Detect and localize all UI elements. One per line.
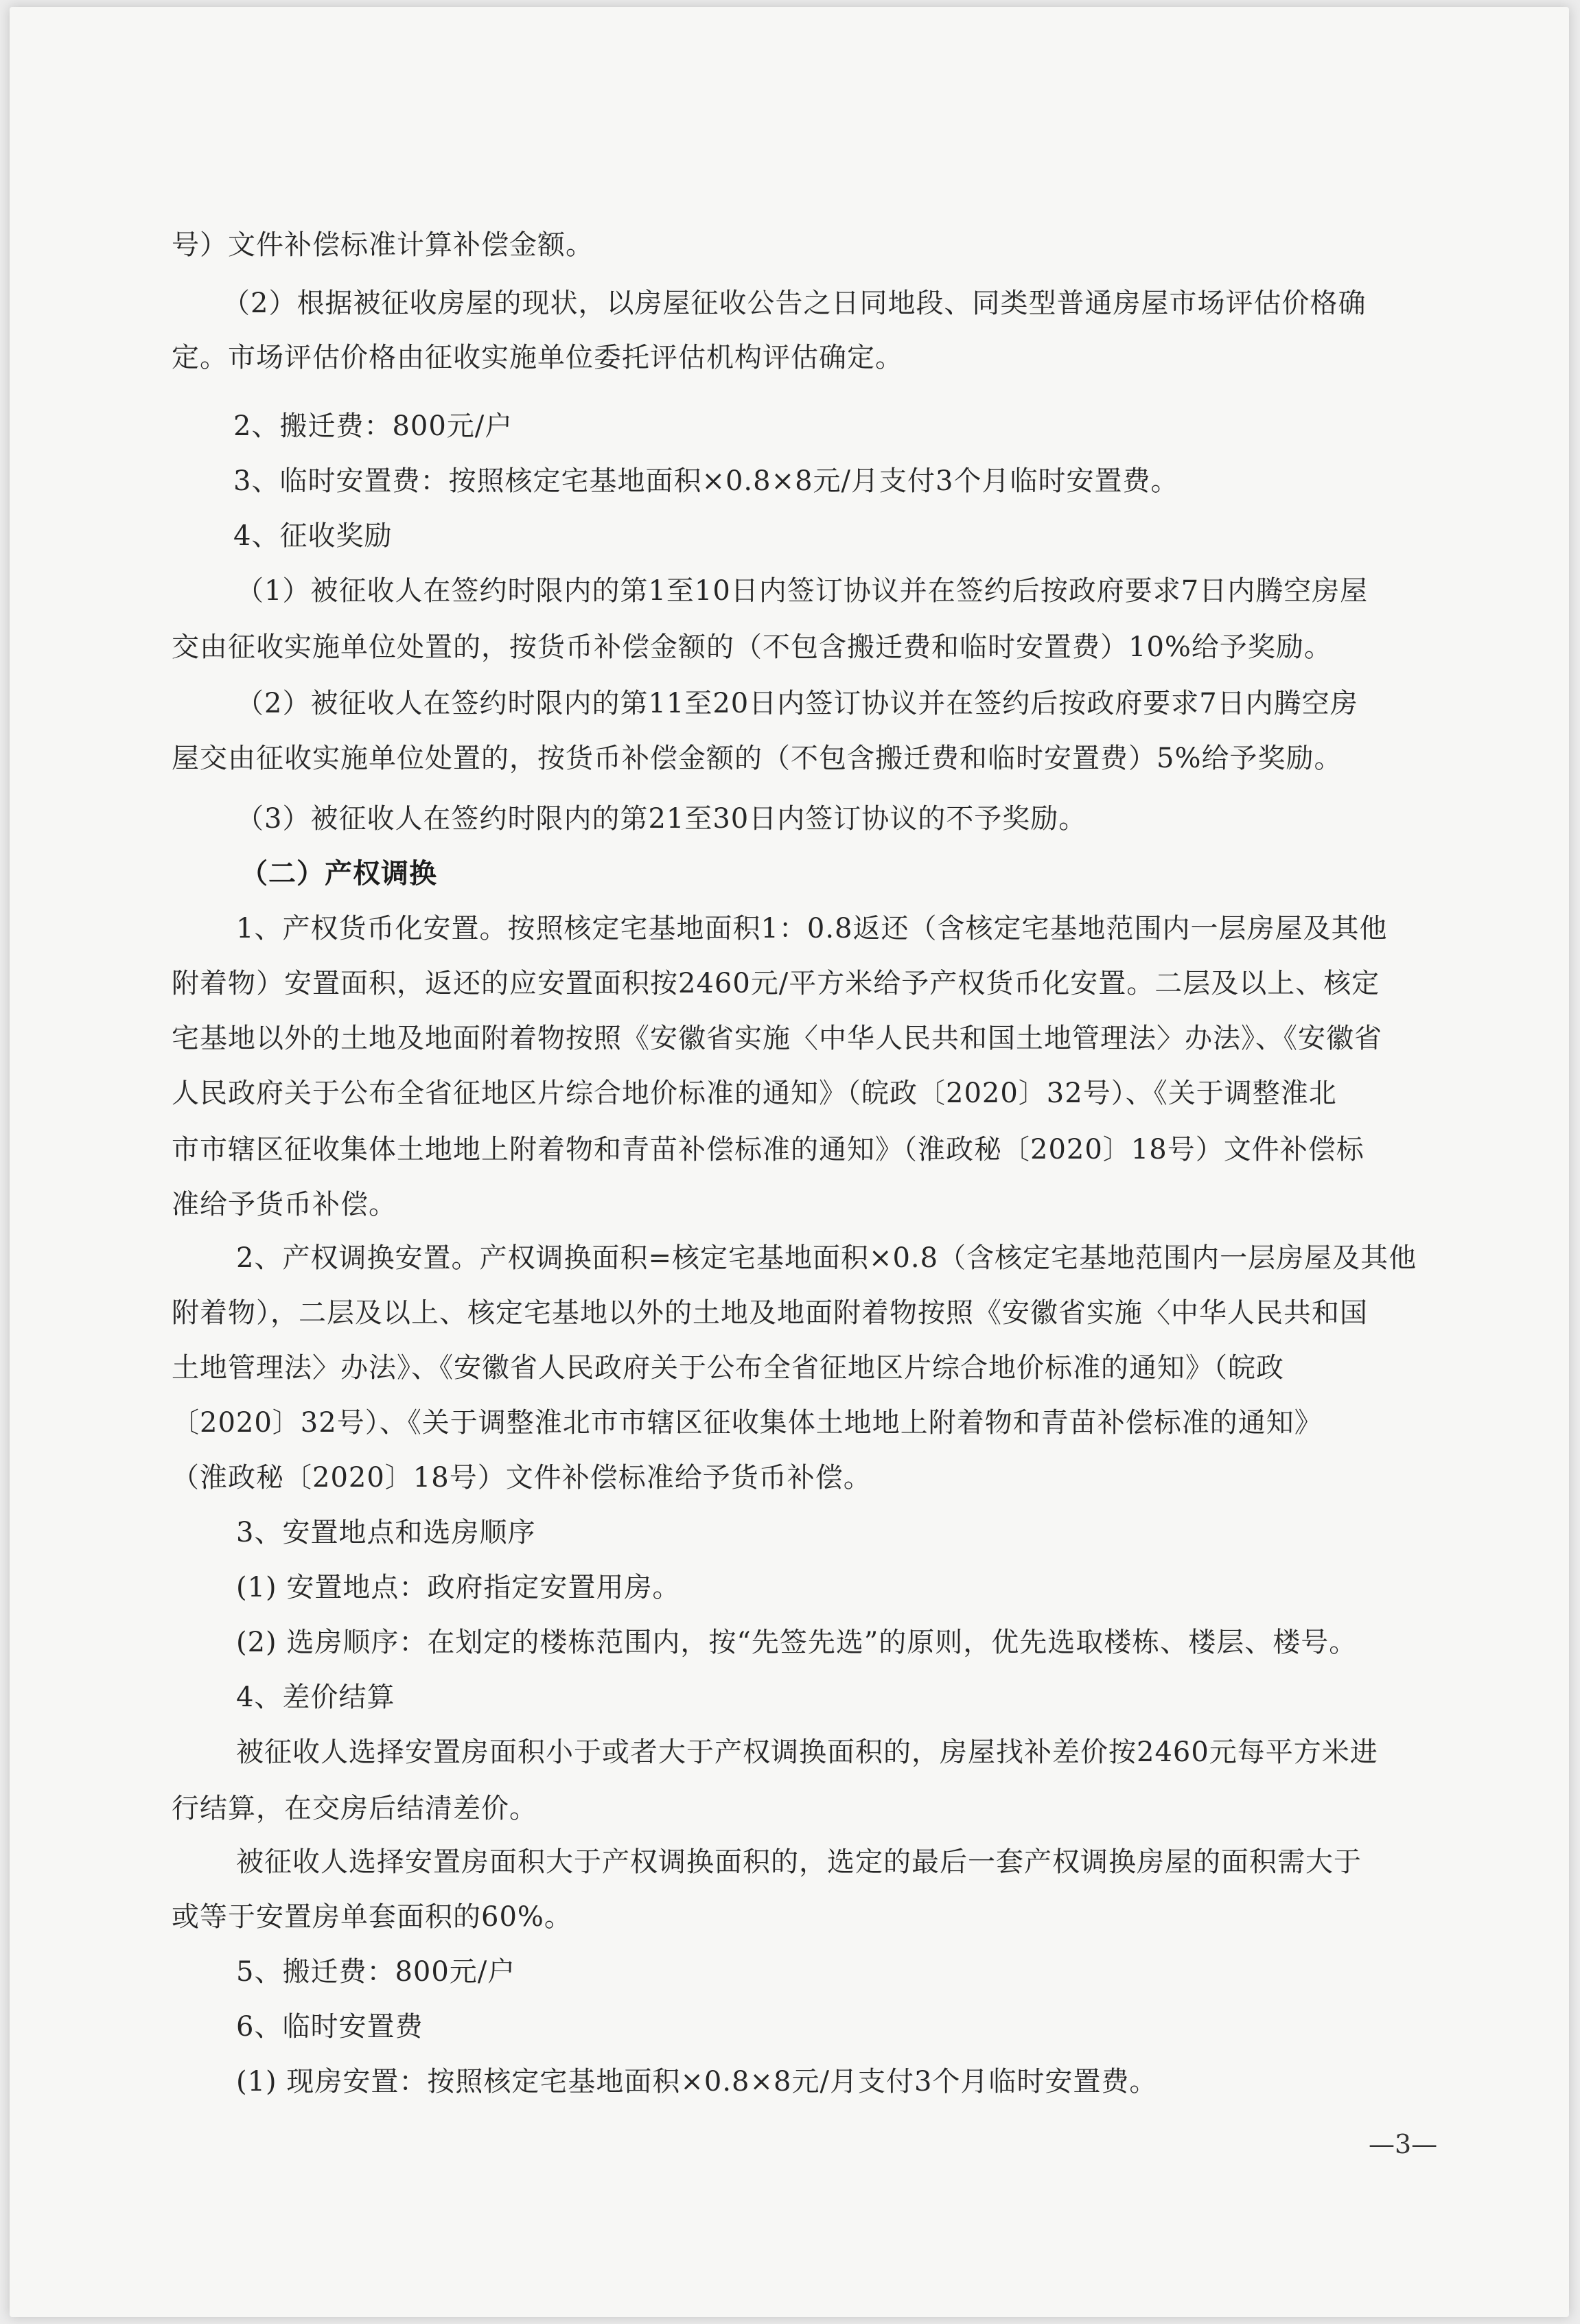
text-line: 4、征收奖励 <box>233 520 393 552</box>
text-line: 宅基地以外的土地及地面附着物按照《安徽省实施〈中华人民共和国土地管理法〉办法》、《安徽省 <box>172 1023 1382 1054</box>
text-line: 附着物），二层及以上、核定宅基地以外的土地及地面附着物按照《安徽省实施〈中华人民共和国 <box>172 1297 1368 1329</box>
text-line: 准给予货币补偿。 <box>172 1189 397 1220</box>
text-line: （2）被征收人在签约时限内的第11至20日内签订协议并在签约后按政府要求7日内腾空房 <box>236 688 1358 719</box>
section-heading: （二）产权调换 <box>240 857 437 890</box>
text-line: 交由征收实施单位处置的，按货币补偿金额的（不包含搬迁费和临时安置费）10%给予奖励。 <box>172 631 1332 663</box>
text-line: 1、产权货币化安置。按照核定宅基地面积1：0.8返还（含核定宅基地范围内一层房屋及其他 <box>236 913 1388 944</box>
text-line: （2）根据被征收房屋的现状，以房屋征收公告之日同地段、同类型普通房屋市场评估价格确 <box>222 288 1367 319</box>
text-line: 〔2020〕32号）、《关于调整淮北市市辖区征收集体土地地上附着物和青苗补偿标准的通知》 <box>172 1407 1323 1439</box>
text-line: 屋交由征收实施单位处置的，按货币补偿金额的（不包含搬迁费和临时安置费）5%给予奖励。 <box>172 743 1343 774</box>
text-line: 附着物）安置面积，返还的应安置面积按2460元/平方米给予产权货币化安置。二层及以上、核定 <box>172 968 1380 999</box>
text-line: (1) 安置地点：政府指定安置用房。 <box>236 1572 681 1603</box>
text-line: 4、差价结算 <box>236 1682 395 1713</box>
text-line: 3、临时安置费：按照核定宅基地面积×0.8×8元/月支付3个月临时安置费。 <box>233 465 1179 497</box>
text-line: (2) 选房顺序：在划定的楼栋范围内，按“先签先选”的原则，优先选取楼栋、楼层、楼号。 <box>236 1627 1358 1658</box>
text-line: 土地管理法〉办法》、《安徽省人民政府关于公布全省征地区片综合地价标准的通知》（皖政 <box>172 1352 1284 1384</box>
text-line: (1) 现房安置：按照核定宅基地面积×0.8×8元/月支付3个月临时安置费。 <box>236 2066 1158 2098</box>
text-line: 定。市场评估价格由征收实施单位委托评估机构评估确定。 <box>172 342 903 373</box>
text-line: 被征收人选择安置房面积大于产权调换面积的，选定的最后一套产权调换房屋的面积需大于 <box>236 1846 1362 1878</box>
page-number: —3— <box>1369 2129 1438 2159</box>
text-line: 行结算，在交房后结清差价。 <box>172 1793 537 1824</box>
text-line: 6、临时安置费 <box>236 2011 423 2043</box>
text-line: （1）被征收人在签约时限内的第1至10日内签订协议并在签约后按政府要求7日内腾空房屋 <box>236 575 1369 607</box>
text-line: 3、安置地点和选房顺序 <box>236 1517 536 1548</box>
text-line: 被征收人选择安置房面积小于或者大于产权调换面积的，房屋找补差价按2460元每平方米进 <box>236 1736 1378 1768</box>
text-line: 市市辖区征收集体土地地上附着物和青苗补偿标准的通知》（淮政秘〔2020〕18号）文件补偿标 <box>172 1134 1364 1165</box>
document-page <box>10 7 1569 2317</box>
text-line: 2、产权调换安置。产权调换面积=核定宅基地面积×0.8（含核定宅基地范围内一层房屋及其他 <box>236 1242 1417 1274</box>
text-line: 人民政府关于公布全省征地区片综合地价标准的通知》（皖政〔2020〕32号）、《关于调整淮北 <box>172 1078 1337 1109</box>
text-line: 或等于安置房单套面积的60%。 <box>172 1901 572 1933</box>
text-line: 号）文件补偿标准计算补偿金额。 <box>172 229 594 261</box>
text-line: （淮政秘〔2020〕18号）文件补偿标准给予货币补偿。 <box>172 1462 872 1494</box>
text-line: （3）被征收人在签约时限内的第21至30日内签订协议的不予奖励。 <box>236 803 1087 835</box>
text-line: 2、搬迁费：800元/户 <box>233 410 513 442</box>
text-line: 5、搬迁费：800元/户 <box>236 1956 516 1988</box>
